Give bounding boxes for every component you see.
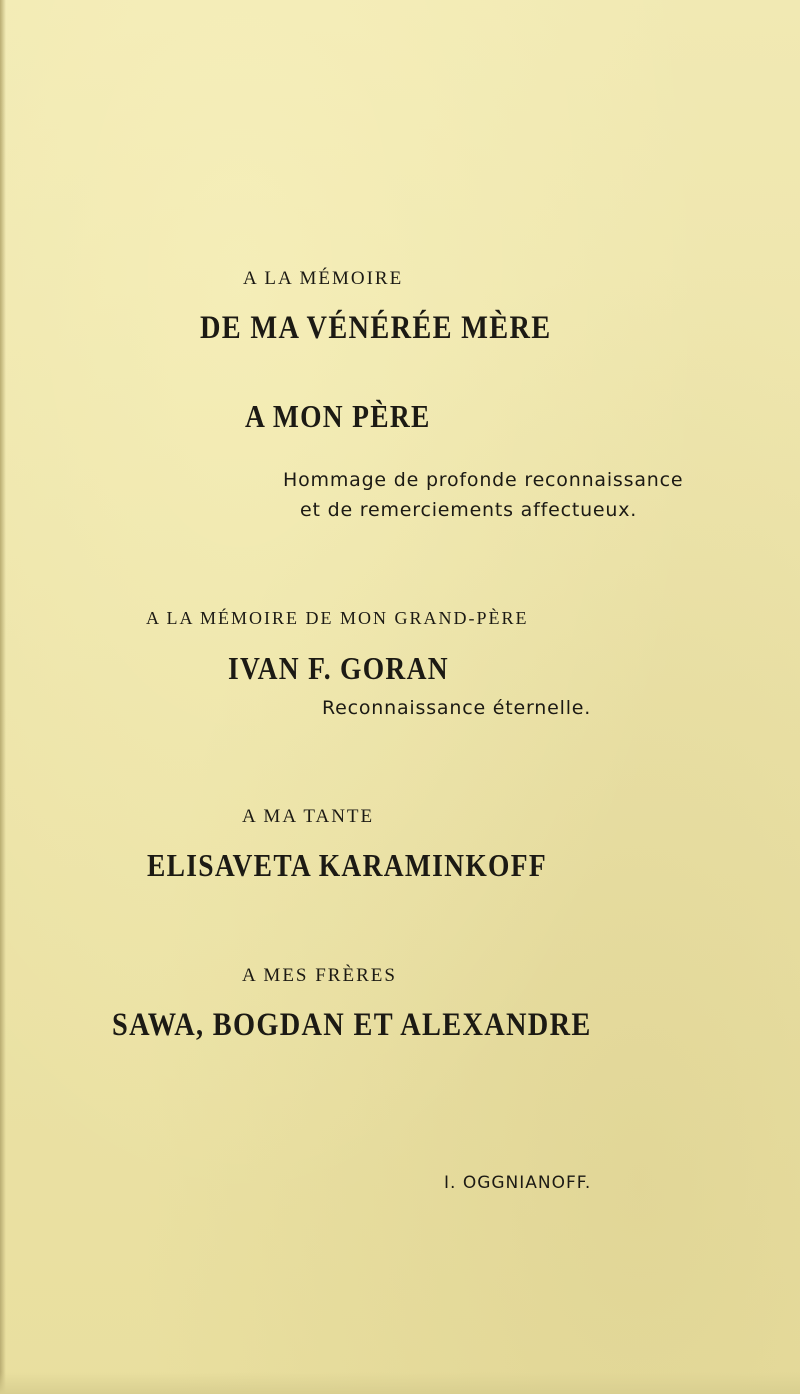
father-tribute-line-1: Hommage de profonde reconnaissance — [283, 469, 684, 491]
page-edge — [0, 0, 6, 1394]
mother-dedication-intro: A LA MÉMOIRE — [243, 268, 404, 289]
mother-dedication-title: DE MA VÉNÉRÉE MÈRE — [200, 310, 552, 346]
father-dedication-title: A MON PÈRE — [245, 398, 431, 434]
father-tribute-line-2: et de remerciements affectueux. — [300, 499, 638, 521]
aunt-dedication-intro: A MA TANTE — [242, 806, 375, 827]
brothers-names: SAWA, BOGDAN ET ALEXANDRE — [112, 1007, 592, 1043]
page-edge — [0, 1372, 800, 1394]
aunt-name: ELISAVETA KARAMINKOFF — [147, 847, 547, 883]
grandfather-name: IVAN F. GORAN — [228, 650, 449, 686]
brothers-dedication-intro: A MES FRÈRES — [242, 965, 397, 986]
grandfather-tribute: Reconnaissance éternelle. — [322, 697, 592, 719]
grandfather-dedication-intro: A LA MÉMOIRE DE MON GRAND-PÈRE — [146, 608, 529, 628]
author-signature: I. OGGNIANOFF. — [444, 1173, 592, 1193]
